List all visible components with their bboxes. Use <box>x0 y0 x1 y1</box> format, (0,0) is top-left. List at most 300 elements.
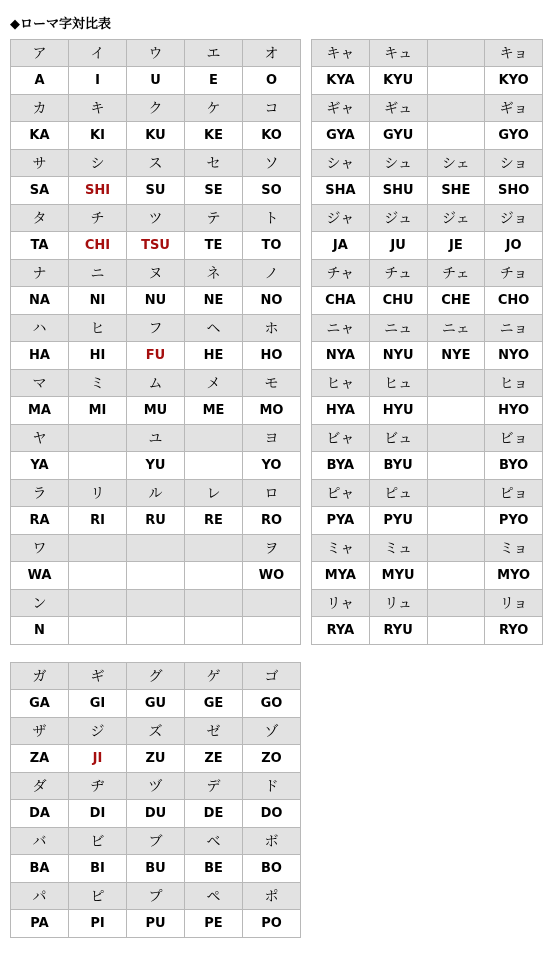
kana-cell: ガ <box>11 663 69 690</box>
romaji-cell: TSU <box>127 232 185 260</box>
romaji-cell <box>427 617 485 645</box>
romaji-cell <box>243 617 301 645</box>
kana-cell: チョ <box>485 260 543 287</box>
kana-cell <box>243 590 301 617</box>
romaji-cell: GU <box>127 690 185 718</box>
kana-cell: エ <box>185 40 243 67</box>
kana-cell: ノ <box>243 260 301 287</box>
kana-cell: ネ <box>185 260 243 287</box>
kana-cell: ヒュ <box>369 370 427 397</box>
romaji-cell: HI <box>69 342 127 370</box>
romaji-row <box>312 232 543 260</box>
kana-cell: ケ <box>185 95 243 122</box>
kana-cell: ヤ <box>11 425 69 452</box>
romaji-cell: DO <box>243 800 301 828</box>
kana-row <box>312 370 543 397</box>
romaji-row <box>312 342 543 370</box>
romaji-row <box>312 507 543 535</box>
kana-cell: ニョ <box>485 315 543 342</box>
romaji-cell: ME <box>185 397 243 425</box>
kana-cell: ペ <box>185 883 243 910</box>
romaji-cell: NYO <box>485 342 543 370</box>
kana-row <box>312 95 543 122</box>
romaji-cell: JI <box>69 745 127 773</box>
romaji-cell: NA <box>11 287 69 315</box>
romaji-cell: HE <box>185 342 243 370</box>
kana-cell: シャ <box>312 150 370 177</box>
romaji-cell <box>427 67 485 95</box>
romaji-row <box>11 562 301 590</box>
kana-cell: ザ <box>11 718 69 745</box>
romaji-cell: KU <box>127 122 185 150</box>
kana-cell: ユ <box>127 425 185 452</box>
kana-cell: リュ <box>369 590 427 617</box>
romaji-cell: SE <box>185 177 243 205</box>
romaji-cell: PYO <box>485 507 543 535</box>
kana-cell: リ <box>69 480 127 507</box>
kana-row <box>312 150 543 177</box>
kana-cell: ゾ <box>243 718 301 745</box>
romaji-cell: SA <box>11 177 69 205</box>
kana-cell: プ <box>127 883 185 910</box>
kana-cell: マ <box>11 370 69 397</box>
romaji-row <box>11 910 301 938</box>
romaji-cell: A <box>11 67 69 95</box>
romaji-cell: KO <box>243 122 301 150</box>
kana-cell: ヂ <box>69 773 127 800</box>
kana-cell: ハ <box>11 315 69 342</box>
romaji-cell: SO <box>243 177 301 205</box>
kana-cell: グ <box>127 663 185 690</box>
kana-row <box>11 535 301 562</box>
kana-cell <box>427 95 485 122</box>
kana-row <box>11 590 301 617</box>
kana-row <box>11 205 301 232</box>
kana-cell: パ <box>11 883 69 910</box>
kana-cell: ジェ <box>427 205 485 232</box>
kana-row <box>11 40 301 67</box>
kana-cell: デ <box>185 773 243 800</box>
romaji-cell: FU <box>127 342 185 370</box>
romaji-cell: NYA <box>312 342 370 370</box>
kana-cell: ジョ <box>485 205 543 232</box>
romaji-cell: MI <box>69 397 127 425</box>
kana-cell: ク <box>127 95 185 122</box>
romaji-cell <box>427 122 485 150</box>
basic-kana-table <box>10 39 301 645</box>
kana-cell: ド <box>243 773 301 800</box>
kana-cell: ゼ <box>185 718 243 745</box>
kana-cell: ジャ <box>312 205 370 232</box>
kana-cell: ズ <box>127 718 185 745</box>
romaji-cell: ZE <box>185 745 243 773</box>
kana-cell: イ <box>69 40 127 67</box>
romaji-cell: PYA <box>312 507 370 535</box>
kana-cell: ビ <box>69 828 127 855</box>
romaji-cell: CHI <box>69 232 127 260</box>
kana-row <box>312 205 543 232</box>
romaji-cell: GYO <box>485 122 543 150</box>
romaji-cell: NO <box>243 287 301 315</box>
youon-kana-table <box>311 39 543 645</box>
romaji-cell: PO <box>243 910 301 938</box>
romaji-cell: RYA <box>312 617 370 645</box>
romaji-cell: PI <box>69 910 127 938</box>
romaji-cell: I <box>69 67 127 95</box>
kana-cell: ベ <box>185 828 243 855</box>
kana-row <box>11 95 301 122</box>
romaji-cell: BYO <box>485 452 543 480</box>
romaji-cell: WO <box>243 562 301 590</box>
kana-cell: ニュ <box>369 315 427 342</box>
kana-row <box>11 883 301 910</box>
kana-cell: ショ <box>485 150 543 177</box>
kana-row <box>312 425 543 452</box>
romaji-cell: ZU <box>127 745 185 773</box>
romaji-cell: KA <box>11 122 69 150</box>
kana-cell: ム <box>127 370 185 397</box>
kana-cell: モ <box>243 370 301 397</box>
romaji-cell: N <box>11 617 69 645</box>
romaji-cell: GA <box>11 690 69 718</box>
romaji-cell: ZA <box>11 745 69 773</box>
kana-cell: キョ <box>485 40 543 67</box>
romaji-row <box>11 287 301 315</box>
romaji-row <box>312 562 543 590</box>
kana-cell <box>427 40 485 67</box>
kana-cell: ゴ <box>243 663 301 690</box>
romaji-cell: BA <box>11 855 69 883</box>
romaji-cell <box>185 452 243 480</box>
kana-cell: ツ <box>127 205 185 232</box>
romaji-cell: DI <box>69 800 127 828</box>
romaji-cell: HYA <box>312 397 370 425</box>
romaji-row <box>11 855 301 883</box>
romaji-row <box>11 617 301 645</box>
romaji-cell <box>427 507 485 535</box>
page-title: ◆ローマ字対比表 <box>10 17 111 32</box>
kana-cell <box>127 590 185 617</box>
romaji-row <box>11 122 301 150</box>
romaji-cell: E <box>185 67 243 95</box>
romaji-cell: O <box>243 67 301 95</box>
romaji-cell: RO <box>243 507 301 535</box>
romaji-row <box>312 287 543 315</box>
kana-row <box>11 663 301 690</box>
kana-cell <box>427 370 485 397</box>
romaji-cell: U <box>127 67 185 95</box>
kana-cell: ギャ <box>312 95 370 122</box>
kana-cell: シ <box>69 150 127 177</box>
romaji-cell <box>69 562 127 590</box>
romaji-cell <box>185 617 243 645</box>
kana-cell: ナ <box>11 260 69 287</box>
romaji-cell: BI <box>69 855 127 883</box>
romaji-cell: RI <box>69 507 127 535</box>
kana-row <box>11 150 301 177</box>
romaji-cell: SHO <box>485 177 543 205</box>
romaji-row <box>11 177 301 205</box>
romaji-cell: CHO <box>485 287 543 315</box>
romaji-cell: JU <box>369 232 427 260</box>
romaji-cell <box>127 562 185 590</box>
kana-cell: レ <box>185 480 243 507</box>
romaji-cell <box>127 617 185 645</box>
romaji-cell: HA <box>11 342 69 370</box>
kana-row <box>11 425 301 452</box>
romaji-cell <box>69 452 127 480</box>
kana-cell: ミ <box>69 370 127 397</box>
kana-cell: キャ <box>312 40 370 67</box>
romaji-cell: GYA <box>312 122 370 150</box>
kana-cell: ダ <box>11 773 69 800</box>
romaji-cell: MYO <box>485 562 543 590</box>
kana-cell: シュ <box>369 150 427 177</box>
kana-row <box>11 315 301 342</box>
romaji-cell: DA <box>11 800 69 828</box>
romaji-row <box>312 617 543 645</box>
kana-cell: チャ <box>312 260 370 287</box>
romaji-cell: CHE <box>427 287 485 315</box>
romaji-row <box>11 67 301 95</box>
romaji-cell <box>185 562 243 590</box>
kana-cell: チェ <box>427 260 485 287</box>
romaji-cell: DU <box>127 800 185 828</box>
romaji-cell: BO <box>243 855 301 883</box>
kana-cell: ギ <box>69 663 127 690</box>
kana-cell: ゲ <box>185 663 243 690</box>
romaji-cell: SHI <box>69 177 127 205</box>
romaji-cell: NE <box>185 287 243 315</box>
kana-cell: サ <box>11 150 69 177</box>
romaji-cell: PU <box>127 910 185 938</box>
romaji-row <box>312 67 543 95</box>
romaji-cell: SHE <box>427 177 485 205</box>
kana-cell: ピュ <box>369 480 427 507</box>
kana-cell <box>427 590 485 617</box>
kana-cell: ル <box>127 480 185 507</box>
kana-cell: バ <box>11 828 69 855</box>
kana-cell: ヅ <box>127 773 185 800</box>
romaji-cell: TO <box>243 232 301 260</box>
kana-row <box>11 828 301 855</box>
romaji-cell <box>427 397 485 425</box>
kana-cell: シェ <box>427 150 485 177</box>
kana-cell: ヒャ <box>312 370 370 397</box>
romaji-cell: GO <box>243 690 301 718</box>
kana-cell: チ <box>69 205 127 232</box>
kana-cell: ホ <box>243 315 301 342</box>
kana-cell <box>427 535 485 562</box>
kana-cell: タ <box>11 205 69 232</box>
romaji-row <box>312 122 543 150</box>
kana-cell: ギョ <box>485 95 543 122</box>
romaji-cell: MO <box>243 397 301 425</box>
kana-row <box>312 260 543 287</box>
kana-row <box>312 535 543 562</box>
romaji-cell: GYU <box>369 122 427 150</box>
kana-cell <box>127 535 185 562</box>
kana-cell: ヒョ <box>485 370 543 397</box>
kana-cell: テ <box>185 205 243 232</box>
romaji-row <box>11 232 301 260</box>
kana-cell: ブ <box>127 828 185 855</box>
romaji-cell: MA <box>11 397 69 425</box>
kana-cell <box>185 535 243 562</box>
kana-cell: ン <box>11 590 69 617</box>
romaji-cell: YO <box>243 452 301 480</box>
romaji-cell: TA <box>11 232 69 260</box>
romaji-cell: DE <box>185 800 243 828</box>
kana-cell: ビャ <box>312 425 370 452</box>
romaji-cell: BU <box>127 855 185 883</box>
kana-cell: キュ <box>369 40 427 67</box>
kana-cell: ト <box>243 205 301 232</box>
kana-cell: ヨ <box>243 425 301 452</box>
romaji-cell: SHU <box>369 177 427 205</box>
romaji-cell: RYO <box>485 617 543 645</box>
romaji-cell: SU <box>127 177 185 205</box>
kana-cell: ワ <box>11 535 69 562</box>
kana-cell: ヘ <box>185 315 243 342</box>
romaji-cell: PA <box>11 910 69 938</box>
romaji-row <box>11 690 301 718</box>
romaji-cell: RA <box>11 507 69 535</box>
romaji-row <box>11 397 301 425</box>
kana-cell: セ <box>185 150 243 177</box>
kana-cell: メ <box>185 370 243 397</box>
romaji-cell <box>427 562 485 590</box>
kana-cell: コ <box>243 95 301 122</box>
romaji-cell: MYU <box>369 562 427 590</box>
romaji-cell: YU <box>127 452 185 480</box>
kana-cell: ミャ <box>312 535 370 562</box>
kana-cell <box>69 590 127 617</box>
kana-row <box>11 370 301 397</box>
romaji-cell: KYA <box>312 67 370 95</box>
romaji-row <box>11 800 301 828</box>
romaji-cell <box>427 452 485 480</box>
romaji-cell: HYO <box>485 397 543 425</box>
kana-cell <box>427 425 485 452</box>
romaji-cell: YA <box>11 452 69 480</box>
romaji-cell: MU <box>127 397 185 425</box>
kana-cell: ロ <box>243 480 301 507</box>
romaji-row <box>312 397 543 425</box>
kana-cell: ギュ <box>369 95 427 122</box>
kana-cell <box>69 425 127 452</box>
kana-cell: ア <box>11 40 69 67</box>
romaji-cell: GE <box>185 690 243 718</box>
kana-cell: ビュ <box>369 425 427 452</box>
kana-row <box>312 315 543 342</box>
romaji-row <box>312 452 543 480</box>
kana-cell: ビョ <box>485 425 543 452</box>
kana-cell: ミョ <box>485 535 543 562</box>
romaji-cell: WA <box>11 562 69 590</box>
romaji-cell: HYU <box>369 397 427 425</box>
kana-cell: ス <box>127 150 185 177</box>
romaji-cell: KI <box>69 122 127 150</box>
kana-cell: ピョ <box>485 480 543 507</box>
romaji-row <box>11 452 301 480</box>
kana-cell: ラ <box>11 480 69 507</box>
romaji-cell: PE <box>185 910 243 938</box>
romaji-cell: JE <box>427 232 485 260</box>
romaji-cell: KE <box>185 122 243 150</box>
romaji-cell: RYU <box>369 617 427 645</box>
kana-cell: ミュ <box>369 535 427 562</box>
kana-cell: ニャ <box>312 315 370 342</box>
romaji-row <box>11 342 301 370</box>
kana-cell: ニェ <box>427 315 485 342</box>
kana-cell <box>185 590 243 617</box>
kana-cell <box>427 480 485 507</box>
romaji-cell: NYE <box>427 342 485 370</box>
romaji-cell: NU <box>127 287 185 315</box>
romaji-cell: TE <box>185 232 243 260</box>
romaji-cell: CHA <box>312 287 370 315</box>
kana-row <box>312 40 543 67</box>
kana-cell: チュ <box>369 260 427 287</box>
kana-cell: ポ <box>243 883 301 910</box>
kana-cell: リョ <box>485 590 543 617</box>
romaji-cell: RU <box>127 507 185 535</box>
kana-row <box>11 773 301 800</box>
dakuon-kana-table <box>10 662 301 938</box>
kana-cell <box>69 535 127 562</box>
kana-cell: ヌ <box>127 260 185 287</box>
romaji-cell: RE <box>185 507 243 535</box>
kana-cell: ピャ <box>312 480 370 507</box>
romaji-cell: CHU <box>369 287 427 315</box>
romaji-cell: BYA <box>312 452 370 480</box>
kana-cell: ジ <box>69 718 127 745</box>
kana-cell: ジュ <box>369 205 427 232</box>
kana-row <box>312 590 543 617</box>
romaji-cell: NYU <box>369 342 427 370</box>
romaji-cell: KYU <box>369 67 427 95</box>
romaji-cell: GI <box>69 690 127 718</box>
kana-cell: ヲ <box>243 535 301 562</box>
romaji-cell: PYU <box>369 507 427 535</box>
romaji-cell: SHA <box>312 177 370 205</box>
kana-cell: ヒ <box>69 315 127 342</box>
kana-row <box>11 480 301 507</box>
romaji-cell: JA <box>312 232 370 260</box>
romaji-cell: ZO <box>243 745 301 773</box>
romaji-row <box>312 177 543 205</box>
kana-cell: ウ <box>127 40 185 67</box>
romaji-row <box>11 745 301 773</box>
romaji-cell: KYO <box>485 67 543 95</box>
kana-cell: リャ <box>312 590 370 617</box>
romaji-cell: BE <box>185 855 243 883</box>
kana-cell <box>185 425 243 452</box>
romaji-cell: JO <box>485 232 543 260</box>
kana-row <box>11 718 301 745</box>
romaji-row <box>11 507 301 535</box>
kana-row <box>312 480 543 507</box>
romaji-cell <box>69 617 127 645</box>
romaji-cell: MYA <box>312 562 370 590</box>
romaji-cell: HO <box>243 342 301 370</box>
kana-cell: フ <box>127 315 185 342</box>
kana-cell: ボ <box>243 828 301 855</box>
romaji-cell: NI <box>69 287 127 315</box>
kana-cell: カ <box>11 95 69 122</box>
kana-cell: ソ <box>243 150 301 177</box>
